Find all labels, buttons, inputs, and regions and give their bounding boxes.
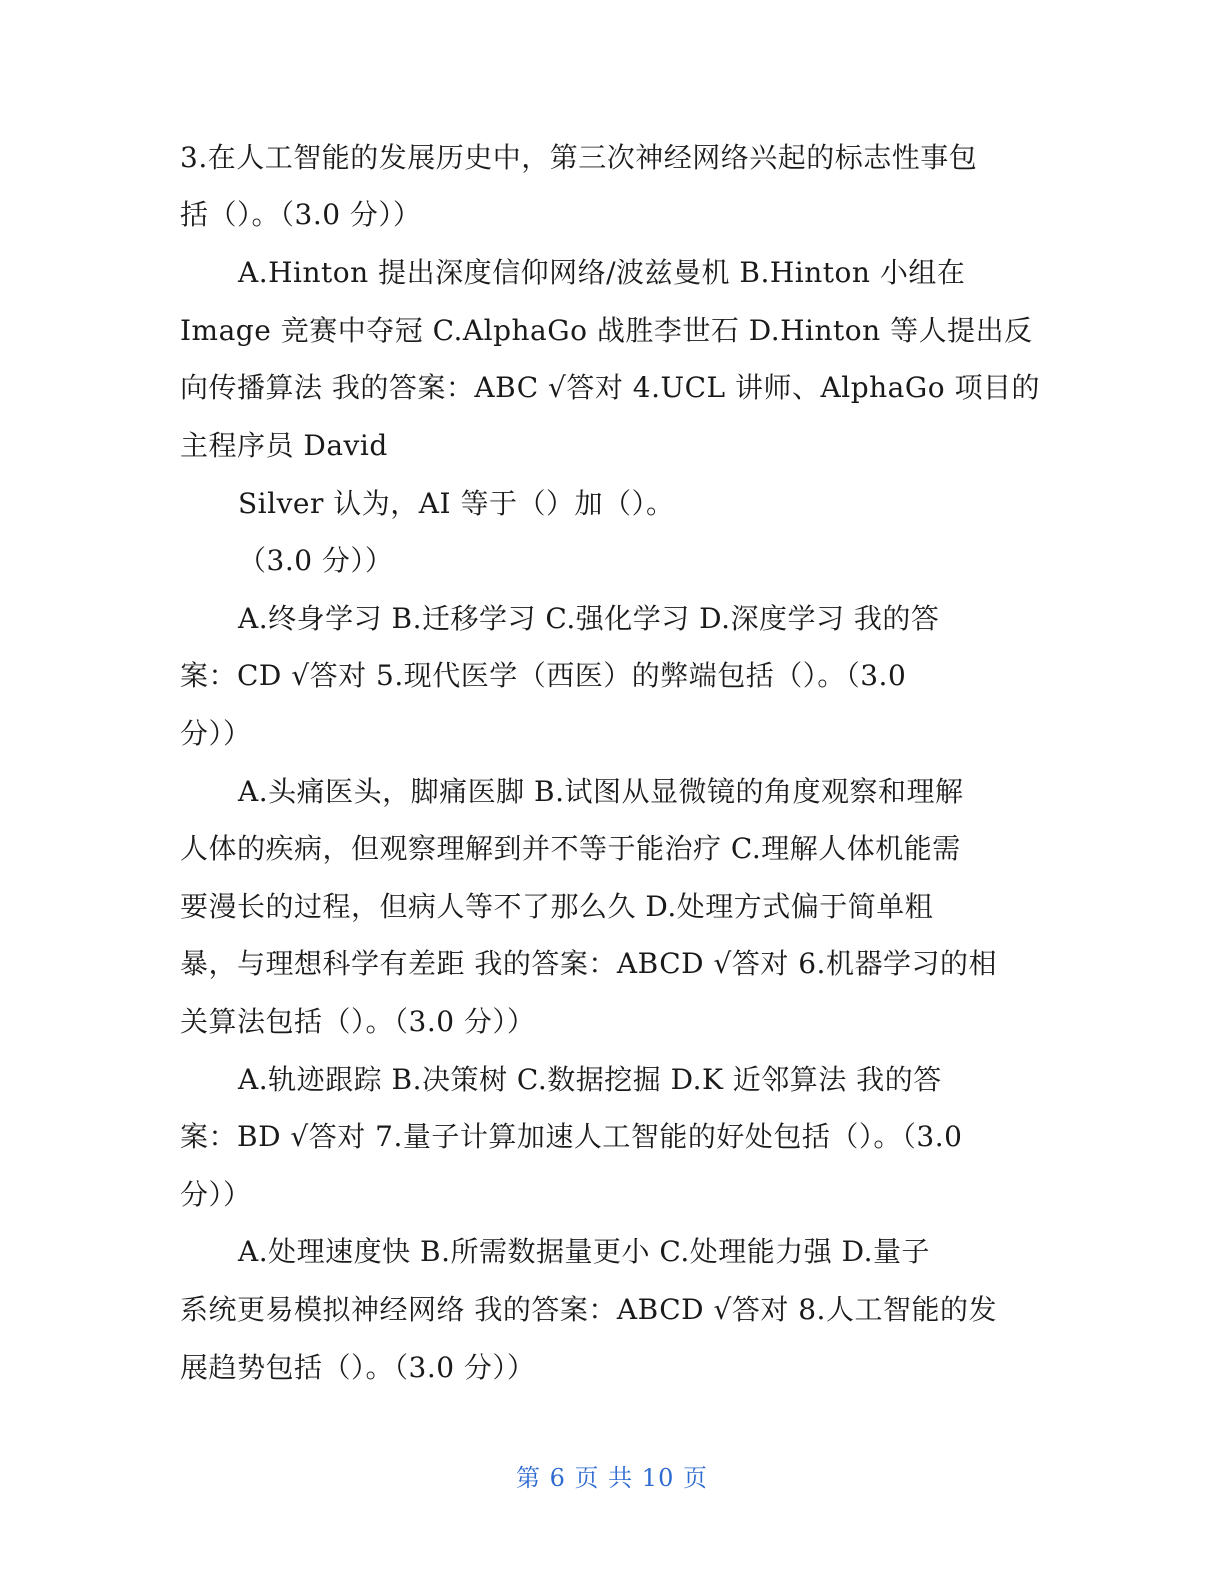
text-line: 展趋势包括（）。（3.0 分）） (180, 1351, 536, 1384)
text-line: 要漫长的过程，但病人等不了那么久 D.处理方式偏于简单粗 (180, 890, 934, 923)
text-line: 系统更易模拟神经网络 我的答案：ABCD √答对 8.人工智能的发 (180, 1293, 997, 1326)
text-line: A.处理速度快 B.所需数据量更小 C.处理能力强 D.量子 (238, 1235, 930, 1268)
text-line: 分）） (180, 1178, 252, 1211)
text-line: A.轨迹跟踪 B.决策树 C.数据挖掘 D.K 近邻算法 我的答 (238, 1063, 942, 1096)
text-line: 案：BD √答对 7.量子计算加速人工智能的好处包括（）。（3.0 (180, 1120, 963, 1153)
text-line: Image 竞赛中夺冠 C.AlphaGo 战胜李世石 D.Hinton 等人提出反 (180, 314, 1033, 347)
text-line: 主程序员 David (180, 429, 388, 462)
text-line: 向传播算法 我的答案：ABC √答对 4.UCL 讲师、AlphaGo 项目的 (180, 371, 1040, 404)
text-line: 案：CD √答对 5.现代医学（西医）的弊端包括（）。（3.0 (180, 659, 907, 692)
text-line: 人体的疾病，但观察理解到并不等于能治疗 C.理解人体机能需 (180, 832, 961, 865)
text-line: A.Hinton 提出深度信仰网络/波兹曼机 B.Hinton 小组在 (238, 256, 966, 289)
page-number-footer: 第 6 页 共 10 页 (516, 1464, 708, 1492)
text-line: 括（）。（3.0 分）） (180, 198, 422, 231)
text-line: A.终身学习 B.迁移学习 C.强化学习 D.深度学习 我的答 (238, 602, 940, 635)
text-line: 分）） (180, 717, 252, 750)
text-line: （3.0 分）） (238, 544, 394, 577)
text-line: A.头痛医头，脚痛医脚 B.试图从显微镜的角度观察和理解 (238, 775, 964, 808)
text-line: 暴，与理想科学有差距 我的答案：ABCD √答对 6.机器学习的相 (180, 947, 997, 980)
text-line: 3.在人工智能的发展历史中，第三次神经网络兴起的标志性事包 (180, 141, 978, 174)
text-line: 关算法包括（）。（3.0 分）） (180, 1005, 536, 1038)
text-line: Silver 认为，AI 等于（）加（）。 (238, 487, 675, 520)
